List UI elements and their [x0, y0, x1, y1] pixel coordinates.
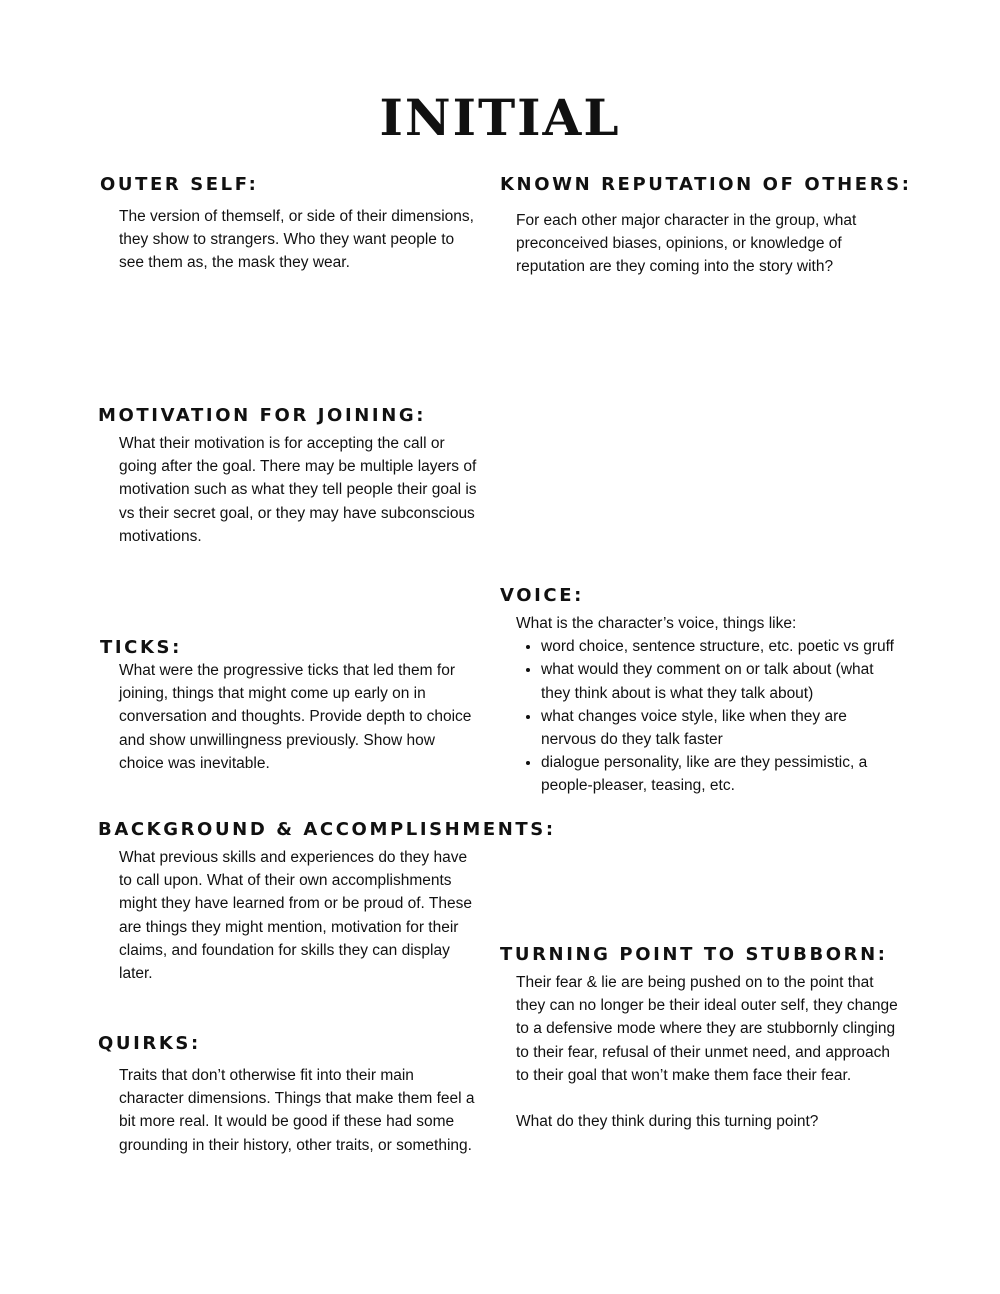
background-text: What previous skills and experiences do they have to call upon. What of their own accomplishments might they have learned from or be proud of. These are things they might mention, motivation for their claims, and foundation for skills they can display later. — [119, 849, 472, 983]
background-section — [98, 818, 556, 985]
motivation-section — [98, 404, 483, 548]
turning-point-heading: TURNING POINT TO STUBBORN: — [500, 944, 888, 965]
voice-bullet-list — [516, 635, 901, 797]
turning-point-text: Their fear & lie are being pushed on to the point that they can no longer be their ideal outer self, they change to a defensive mode where they are stubbornly clinging to their fear, refusal of their unmet need, and approach to their goal that won’t make them face their fear. — [516, 974, 898, 1084]
motivation-body — [119, 432, 479, 548]
outer-self-body — [119, 205, 480, 275]
voice-section — [500, 584, 905, 798]
background-body — [119, 846, 474, 985]
reputation-heading: KNOWN REPUTATION OF OTHERS: — [500, 174, 912, 195]
ticks-text: What were the progressive ticks that led them for joining, things that might come up early on in conversation and thoughts. Provide depth to choice and show unwillingness previously. Show how choice was inevitable. — [119, 662, 472, 772]
outer-self-section — [100, 173, 480, 275]
turning-point-body — [516, 971, 904, 1133]
motivation-text: What their motivation is for accepting the call or going after the goal. There may be multiple layers of motivation such as what they tell people their goal is vs their secret goal, or they may have subconscious motivations. — [119, 435, 477, 545]
quirks-text: Traits that don’t otherwise fit into their main character dimensions. Things that make them feel a bit more real. It would be good if these had some grounding in their history, other traits, or something. — [119, 1067, 475, 1154]
background-heading: BACKGROUND & ACCOMPLISHMENTS: — [98, 819, 556, 840]
voice-bullet: • dialogue personality, like are they pessimistic, a people-pleaser, teasing, etc. — [541, 751, 901, 797]
quirks-section — [98, 1032, 483, 1157]
reputation-text: For each other major character in the group, what preconceived biases, opinions, or knowledge of reputation are they coming into the story with? — [516, 212, 857, 276]
voice-bullet: • word choice, sentence structure, etc. poetic vs gruff — [541, 635, 901, 658]
turning-point-question: What do they think during this turning point? — [516, 1113, 819, 1131]
voice-bullet: • what changes voice style, like when they are nervous do they talk faster — [541, 705, 901, 751]
motivation-heading: MOTIVATION FOR JOINING: — [98, 405, 427, 426]
voice-intro: What is the character’s voice, things like: — [516, 615, 797, 632]
ticks-heading: TICKS: — [100, 637, 182, 658]
reputation-section — [500, 173, 912, 279]
quirks-body — [119, 1064, 481, 1157]
outer-self-heading: OUTER SELF: — [100, 174, 259, 195]
quirks-heading: QUIRKS: — [98, 1033, 201, 1054]
page-title: INITIAL — [379, 88, 621, 147]
voice-heading: VOICE: — [500, 585, 584, 606]
turning-point-section — [500, 943, 905, 1133]
voice-bullet: • what would they comment on or talk about (what they think about is what they talk about) — [541, 658, 901, 704]
ticks-section — [100, 636, 485, 775]
ticks-body — [119, 659, 481, 775]
outer-self-text: The version of themself, or side of their dimensions, they show to strangers. Who they want people to see them as, the mask they wear. — [119, 208, 474, 272]
reputation-body — [516, 209, 891, 279]
voice-body — [516, 612, 901, 798]
